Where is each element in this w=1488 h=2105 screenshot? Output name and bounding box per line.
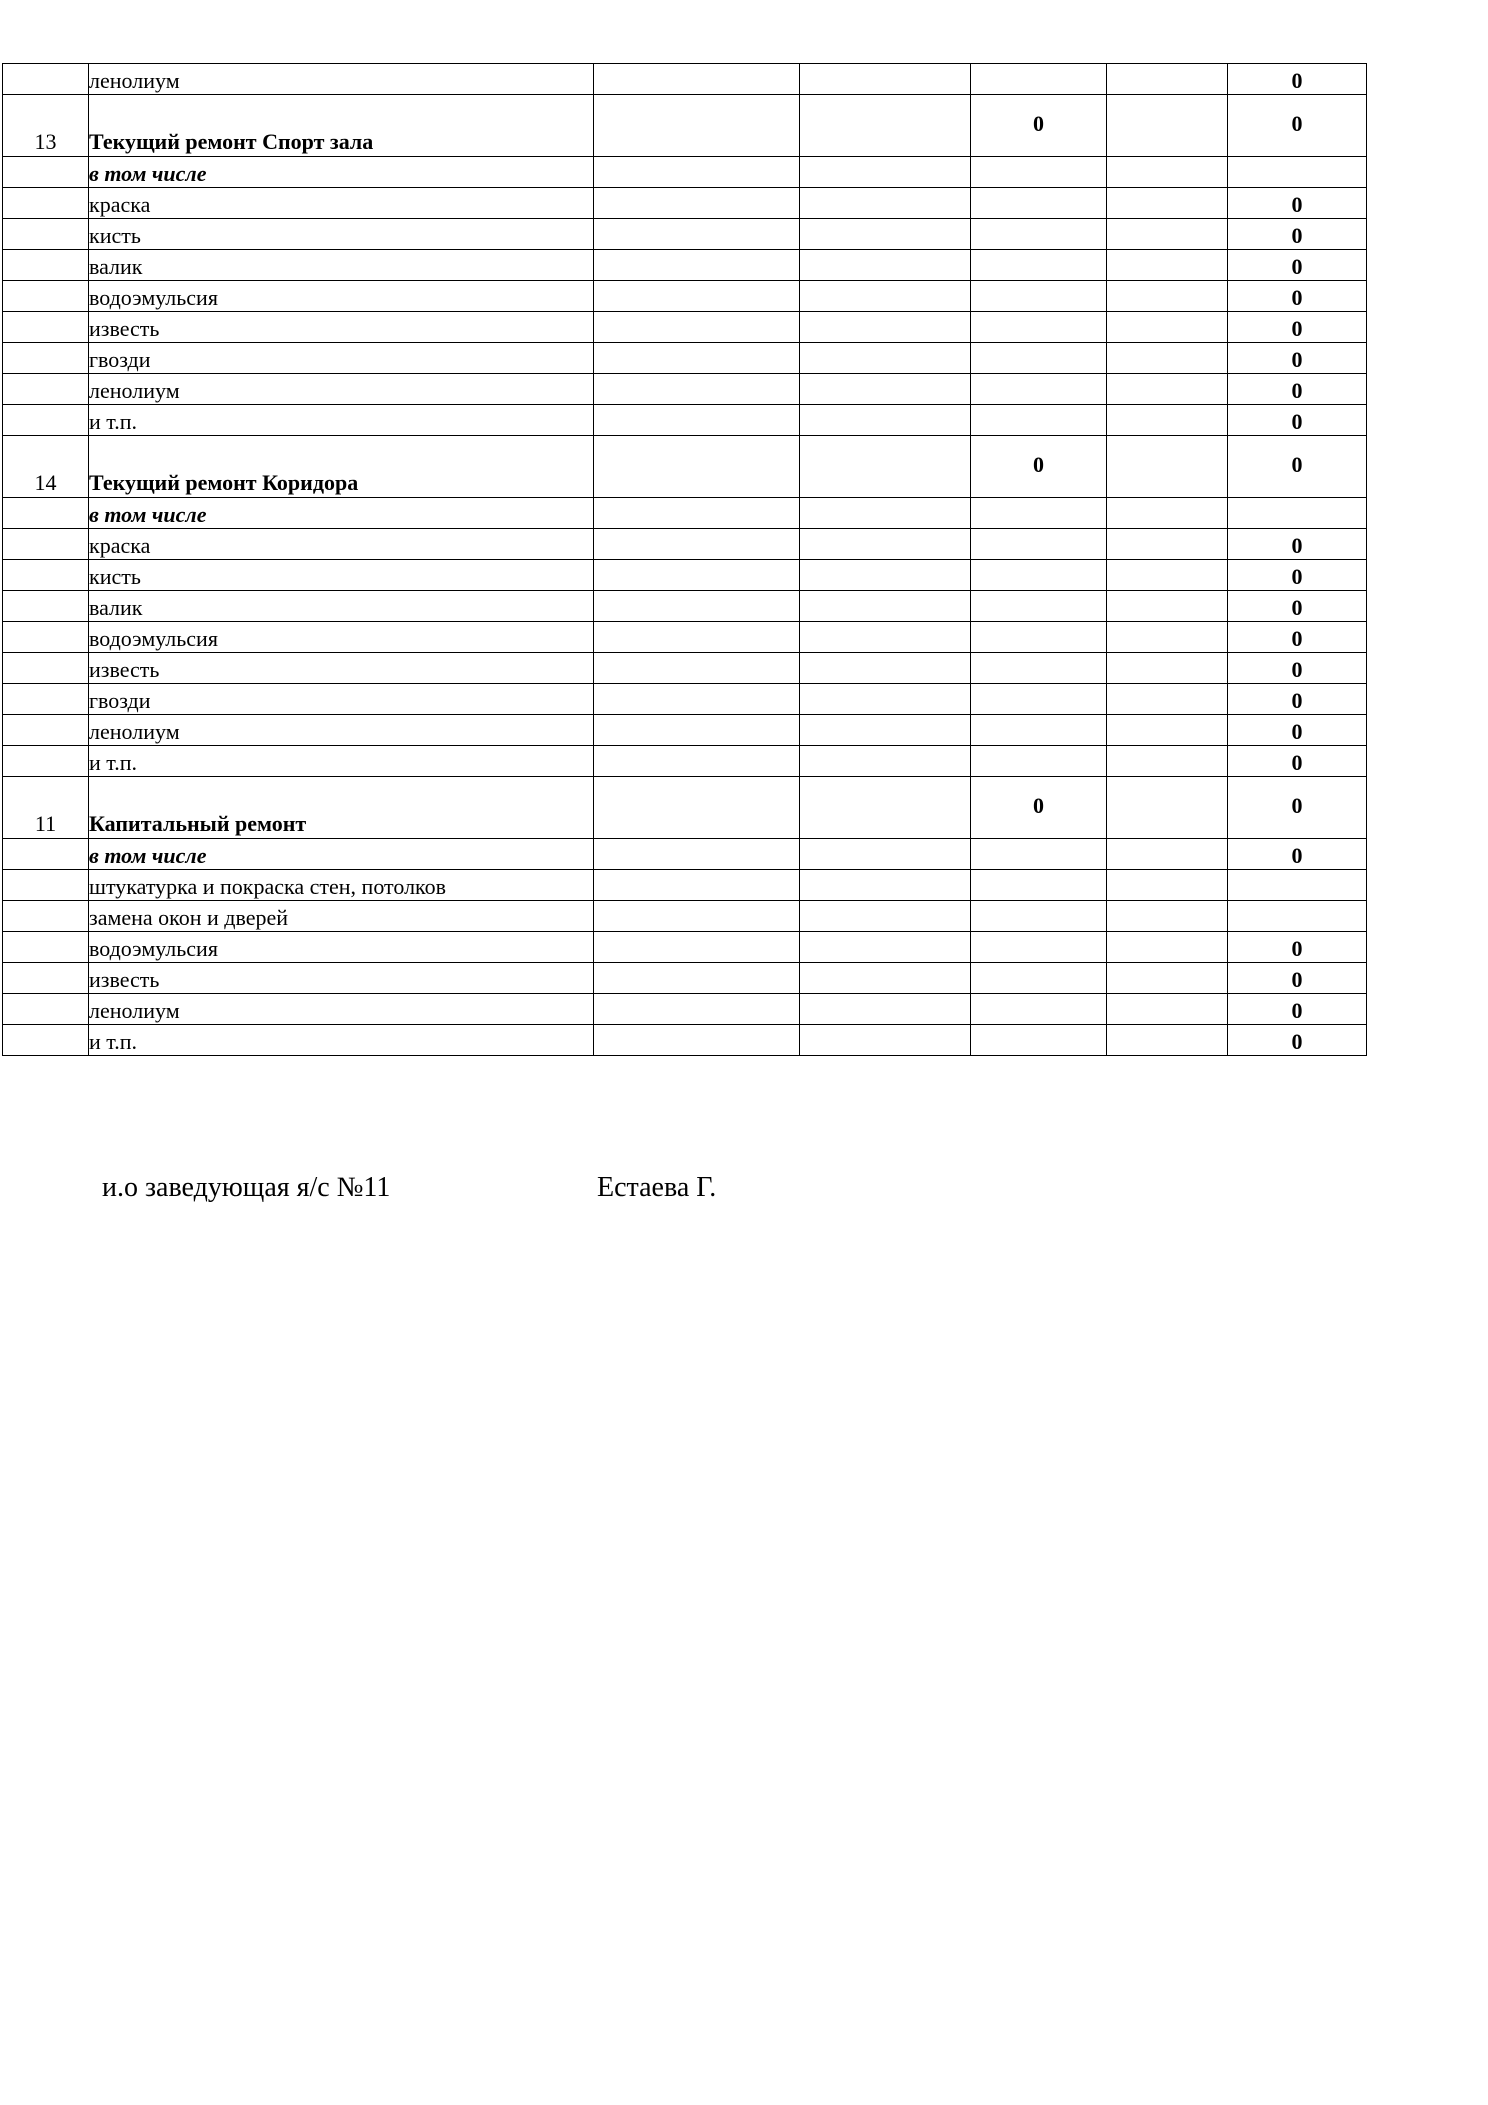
empty-cell	[594, 95, 800, 157]
row-number-cell	[3, 622, 89, 653]
item-name-cell: водоэмульсия	[89, 281, 594, 312]
empty-cell	[1107, 591, 1228, 622]
section-value-cell	[971, 250, 1107, 281]
empty-cell	[594, 994, 800, 1025]
total-cell: 0	[1228, 622, 1367, 653]
empty-cell	[1107, 374, 1228, 405]
total-cell: 0	[1228, 343, 1367, 374]
empty-cell	[800, 1025, 971, 1056]
empty-cell	[1107, 901, 1228, 932]
total-cell: 0	[1228, 994, 1367, 1025]
total-cell: 0	[1228, 777, 1367, 839]
row-number-cell	[3, 157, 89, 188]
table-row	[3, 591, 1367, 622]
empty-cell	[1107, 994, 1228, 1025]
table-row	[3, 994, 1367, 1025]
empty-cell	[594, 157, 800, 188]
empty-cell	[800, 405, 971, 436]
row-number-cell	[3, 963, 89, 994]
total-cell	[1228, 870, 1367, 901]
total-cell: 0	[1228, 963, 1367, 994]
empty-cell	[1107, 1025, 1228, 1056]
empty-cell	[1107, 188, 1228, 219]
empty-cell	[800, 343, 971, 374]
empty-cell	[594, 591, 800, 622]
row-number-cell	[3, 591, 89, 622]
budget-table-body	[3, 64, 1367, 1056]
empty-cell	[594, 405, 800, 436]
empty-cell	[800, 622, 971, 653]
table-row	[3, 529, 1367, 560]
empty-cell	[594, 281, 800, 312]
item-name-cell: ленолиум	[89, 64, 594, 95]
section-value-cell	[971, 746, 1107, 777]
table-row	[3, 312, 1367, 343]
item-name-cell: Капитальный ремонт	[89, 777, 594, 839]
row-number-cell: 11	[3, 777, 89, 839]
item-name-cell: замена окон и дверей	[89, 901, 594, 932]
empty-cell	[1107, 281, 1228, 312]
empty-cell	[1107, 95, 1228, 157]
total-cell: 0	[1228, 591, 1367, 622]
total-cell: 0	[1228, 219, 1367, 250]
empty-cell	[594, 343, 800, 374]
item-name-cell: валик	[89, 250, 594, 281]
row-number-cell	[3, 932, 89, 963]
section-value-cell	[971, 653, 1107, 684]
section-value-cell	[971, 963, 1107, 994]
total-cell: 0	[1228, 95, 1367, 157]
item-name-cell: водоэмульсия	[89, 622, 594, 653]
section-value-cell: 0	[971, 95, 1107, 157]
section-value-cell	[971, 994, 1107, 1025]
total-cell: 0	[1228, 312, 1367, 343]
empty-cell	[594, 436, 800, 498]
table-row	[3, 405, 1367, 436]
table-row	[3, 746, 1367, 777]
row-number-cell	[3, 839, 89, 870]
total-cell: 0	[1228, 405, 1367, 436]
empty-cell	[1107, 529, 1228, 560]
table-row	[3, 219, 1367, 250]
empty-cell	[1107, 436, 1228, 498]
section-value-cell: 0	[971, 777, 1107, 839]
row-number-cell	[3, 250, 89, 281]
total-cell: 0	[1228, 188, 1367, 219]
row-number-cell: 14	[3, 436, 89, 498]
table-row	[3, 901, 1367, 932]
empty-cell	[800, 653, 971, 684]
item-name-cell: Текущий ремонт Спорт зала	[89, 95, 594, 157]
table-row	[3, 932, 1367, 963]
section-value-cell	[971, 281, 1107, 312]
empty-cell	[1107, 219, 1228, 250]
item-name-cell: Текущий ремонт Коридора	[89, 436, 594, 498]
empty-cell	[1107, 777, 1228, 839]
subtotal-label-row	[3, 157, 1367, 188]
empty-cell	[1107, 250, 1228, 281]
signature-name: Естаева Г.	[597, 1172, 717, 1203]
table-row	[3, 281, 1367, 312]
empty-cell	[1107, 746, 1228, 777]
empty-cell	[594, 932, 800, 963]
empty-cell	[594, 622, 800, 653]
total-cell: 0	[1228, 529, 1367, 560]
table-row	[3, 622, 1367, 653]
budget-table	[2, 63, 1367, 1056]
item-name-cell: и т.п.	[89, 405, 594, 436]
section-value-cell	[971, 64, 1107, 95]
empty-cell	[800, 932, 971, 963]
row-number-cell	[3, 994, 89, 1025]
empty-cell	[800, 374, 971, 405]
empty-cell	[800, 560, 971, 591]
subtotal-label-row	[3, 498, 1367, 529]
total-cell	[1228, 901, 1367, 932]
empty-cell	[1107, 157, 1228, 188]
total-cell: 0	[1228, 64, 1367, 95]
subtotal-label-row	[3, 839, 1367, 870]
empty-cell	[594, 374, 800, 405]
total-cell: 0	[1228, 684, 1367, 715]
table-row	[3, 653, 1367, 684]
row-number-cell	[3, 343, 89, 374]
item-name-cell: гвозди	[89, 343, 594, 374]
item-name-cell: и т.п.	[89, 746, 594, 777]
row-number-cell	[3, 188, 89, 219]
total-cell: 0	[1228, 932, 1367, 963]
empty-cell	[594, 219, 800, 250]
row-number-cell	[3, 684, 89, 715]
total-cell: 0	[1228, 560, 1367, 591]
empty-cell	[1107, 64, 1228, 95]
section-value-cell	[971, 157, 1107, 188]
row-number-cell	[3, 746, 89, 777]
empty-cell	[800, 95, 971, 157]
total-cell	[1228, 498, 1367, 529]
empty-cell	[1107, 343, 1228, 374]
table-row	[3, 1025, 1367, 1056]
empty-cell	[1107, 653, 1228, 684]
item-name-cell: ленолиум	[89, 994, 594, 1025]
empty-cell	[800, 746, 971, 777]
empty-cell	[800, 312, 971, 343]
item-name-cell: в том числе	[89, 498, 594, 529]
total-cell: 0	[1228, 250, 1367, 281]
empty-cell	[800, 994, 971, 1025]
empty-cell	[1107, 963, 1228, 994]
empty-cell	[1107, 498, 1228, 529]
row-number-cell	[3, 281, 89, 312]
empty-cell	[594, 746, 800, 777]
empty-cell	[800, 64, 971, 95]
empty-cell	[1107, 839, 1228, 870]
empty-cell	[1107, 405, 1228, 436]
empty-cell	[594, 498, 800, 529]
empty-cell	[800, 684, 971, 715]
row-number-cell	[3, 64, 89, 95]
section-value-cell	[971, 560, 1107, 591]
empty-cell	[594, 653, 800, 684]
section-value-cell	[971, 405, 1107, 436]
table-row	[3, 250, 1367, 281]
row-number-cell	[3, 653, 89, 684]
empty-cell	[800, 498, 971, 529]
empty-cell	[1107, 312, 1228, 343]
empty-cell	[594, 312, 800, 343]
item-name-cell: гвозди	[89, 684, 594, 715]
empty-cell	[594, 560, 800, 591]
table-row	[3, 715, 1367, 746]
empty-cell	[594, 839, 800, 870]
item-name-cell: и т.п.	[89, 1025, 594, 1056]
section-value-cell	[971, 188, 1107, 219]
total-cell: 0	[1228, 1025, 1367, 1056]
empty-cell	[594, 777, 800, 839]
item-name-cell: штукатурка и покраска стен, потолков	[89, 870, 594, 901]
table-row	[3, 64, 1367, 95]
empty-cell	[800, 250, 971, 281]
row-number-cell	[3, 1025, 89, 1056]
section-value-cell	[971, 901, 1107, 932]
empty-cell	[800, 157, 971, 188]
empty-cell	[1107, 870, 1228, 901]
empty-cell	[594, 901, 800, 932]
empty-cell	[800, 529, 971, 560]
row-number-cell	[3, 715, 89, 746]
section-value-cell	[971, 498, 1107, 529]
table-row	[3, 188, 1367, 219]
row-number-cell	[3, 560, 89, 591]
empty-cell	[800, 281, 971, 312]
total-cell: 0	[1228, 715, 1367, 746]
empty-cell	[800, 870, 971, 901]
section-value-cell	[971, 591, 1107, 622]
item-name-cell: известь	[89, 312, 594, 343]
empty-cell	[594, 529, 800, 560]
table-row	[3, 374, 1367, 405]
empty-cell	[800, 436, 971, 498]
section-value-cell	[971, 932, 1107, 963]
section-header-row	[3, 436, 1367, 498]
table-row	[3, 343, 1367, 374]
empty-cell	[1107, 684, 1228, 715]
total-cell: 0	[1228, 374, 1367, 405]
total-cell: 0	[1228, 281, 1367, 312]
section-header-row	[3, 777, 1367, 839]
total-cell: 0	[1228, 839, 1367, 870]
item-name-cell: краска	[89, 188, 594, 219]
empty-cell	[1107, 715, 1228, 746]
section-value-cell	[971, 219, 1107, 250]
item-name-cell: в том числе	[89, 157, 594, 188]
section-value-cell	[971, 870, 1107, 901]
item-name-cell: краска	[89, 529, 594, 560]
empty-cell	[594, 684, 800, 715]
row-number-cell	[3, 405, 89, 436]
total-cell	[1228, 157, 1367, 188]
item-name-cell: ленолиум	[89, 374, 594, 405]
empty-cell	[800, 777, 971, 839]
signature-role: и.о заведующая я/с №11	[102, 1172, 391, 1203]
item-name-cell: водоэмульсия	[89, 932, 594, 963]
empty-cell	[800, 839, 971, 870]
section-value-cell	[971, 684, 1107, 715]
row-number-cell	[3, 529, 89, 560]
section-value-cell	[971, 312, 1107, 343]
empty-cell	[594, 188, 800, 219]
row-number-cell	[3, 901, 89, 932]
empty-cell	[1107, 622, 1228, 653]
item-name-cell: ленолиум	[89, 715, 594, 746]
empty-cell	[594, 870, 800, 901]
empty-cell	[800, 901, 971, 932]
section-header-row	[3, 95, 1367, 157]
empty-cell	[800, 188, 971, 219]
section-value-cell	[971, 715, 1107, 746]
row-number-cell	[3, 498, 89, 529]
empty-cell	[594, 250, 800, 281]
empty-cell	[594, 963, 800, 994]
empty-cell	[594, 64, 800, 95]
row-number-cell	[3, 312, 89, 343]
table-row	[3, 870, 1367, 901]
item-name-cell: известь	[89, 653, 594, 684]
row-number-cell: 13	[3, 95, 89, 157]
row-number-cell	[3, 374, 89, 405]
empty-cell	[800, 591, 971, 622]
section-value-cell	[971, 529, 1107, 560]
table-row	[3, 560, 1367, 591]
section-value-cell	[971, 343, 1107, 374]
section-value-cell: 0	[971, 436, 1107, 498]
total-cell: 0	[1228, 746, 1367, 777]
section-value-cell	[971, 1025, 1107, 1056]
item-name-cell: известь	[89, 963, 594, 994]
section-value-cell	[971, 622, 1107, 653]
total-cell: 0	[1228, 653, 1367, 684]
table-row	[3, 684, 1367, 715]
section-value-cell	[971, 839, 1107, 870]
row-number-cell	[3, 870, 89, 901]
empty-cell	[1107, 932, 1228, 963]
item-name-cell: валик	[89, 591, 594, 622]
section-value-cell	[971, 374, 1107, 405]
item-name-cell: в том числе	[89, 839, 594, 870]
empty-cell	[800, 219, 971, 250]
table-row	[3, 963, 1367, 994]
empty-cell	[800, 963, 971, 994]
empty-cell	[800, 715, 971, 746]
empty-cell	[594, 715, 800, 746]
item-name-cell: кисть	[89, 560, 594, 591]
empty-cell	[1107, 560, 1228, 591]
row-number-cell	[3, 219, 89, 250]
item-name-cell: кисть	[89, 219, 594, 250]
empty-cell	[594, 1025, 800, 1056]
total-cell: 0	[1228, 436, 1367, 498]
